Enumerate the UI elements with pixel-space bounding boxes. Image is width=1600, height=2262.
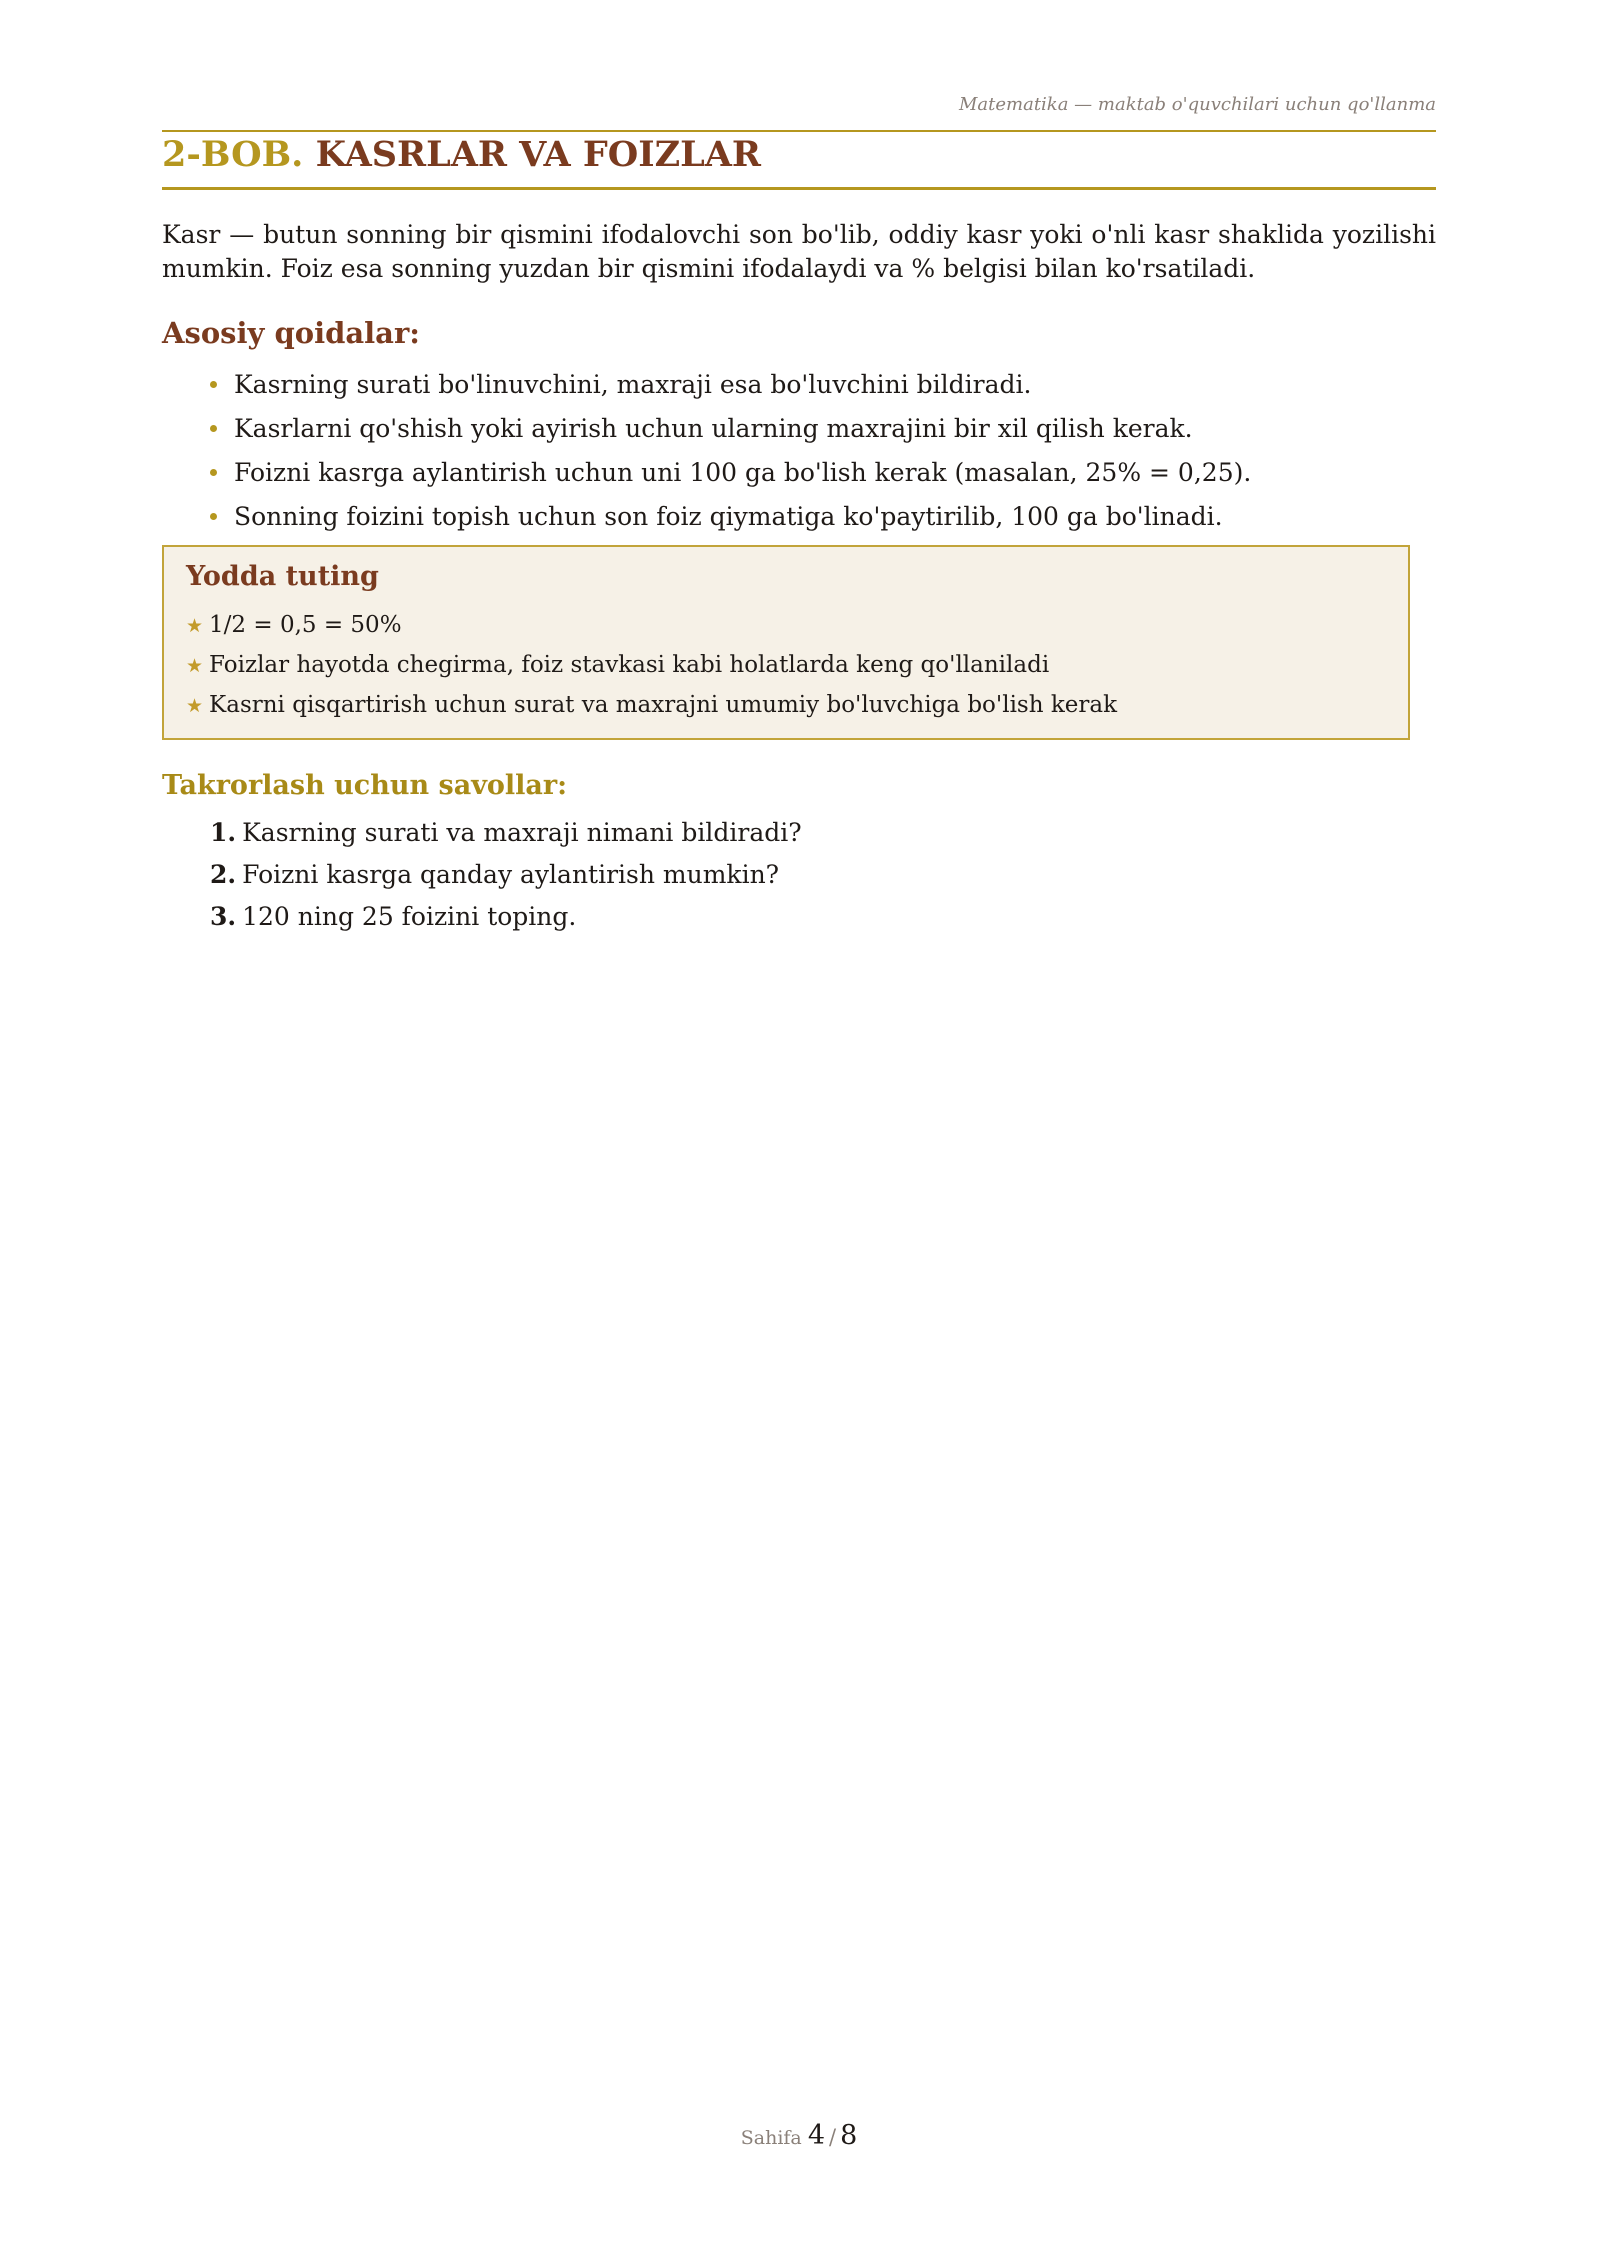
remember-item bbox=[186, 646, 1117, 686]
total-pages: 8 bbox=[840, 2120, 858, 2151]
question-text: Kasrning surati va maxraji nimani bildiradi? bbox=[242, 818, 802, 847]
document-page bbox=[162, 0, 1436, 2262]
page-footer bbox=[162, 2120, 1436, 2151]
remember-item bbox=[186, 606, 1117, 646]
rule-item bbox=[210, 363, 1251, 407]
remember-item bbox=[186, 686, 1117, 726]
remember-text: Foizlar hayotda chegirma, foiz stavkasi kabi holatlarda keng qo'llaniladi bbox=[209, 652, 1050, 678]
header-rule bbox=[162, 130, 1436, 132]
rules-heading: Asosiy qoidalar: bbox=[162, 316, 420, 350]
bullet-icon bbox=[210, 425, 217, 432]
review-questions bbox=[210, 812, 802, 938]
rule-text: Kasrlarni qo'shish yoki ayirish uchun ularning maxrajini bir xil qilish kerak. bbox=[234, 414, 1193, 443]
rule-item bbox=[210, 495, 1251, 539]
remember-box bbox=[162, 545, 1410, 740]
running-header: Matematika — maktab o'quvchilari uchun qo'llanma bbox=[958, 94, 1436, 115]
intro-paragraph: Kasr — butun sonning bir qismini ifodalovchi son bo'lib, oddiy kasr yoki o'nli kasr shaklida yozilishi mumkin. Foiz esa sonning yuzdan bir qismini ifodalaydi va % belgisi bilan ko'rsatiladi. bbox=[162, 220, 1436, 283]
rule-item bbox=[210, 451, 1251, 495]
current-page: 4 bbox=[807, 2120, 825, 2151]
bullet-icon bbox=[210, 469, 217, 476]
question-item bbox=[210, 854, 802, 896]
question-text: Foizni kasrga qanday aylantirish mumkin? bbox=[242, 860, 780, 889]
remember-text: 1/2 = 0,5 = 50% bbox=[209, 612, 402, 638]
bullet-icon bbox=[210, 513, 217, 520]
question-number: 1. bbox=[210, 818, 237, 847]
review-heading: Takrorlash uchun savollar: bbox=[162, 770, 568, 801]
question-item bbox=[210, 812, 802, 854]
chapter-number: 2-BOB. bbox=[162, 134, 304, 175]
question-item bbox=[210, 896, 802, 938]
question-number: 2. bbox=[210, 860, 237, 889]
rule-item bbox=[210, 407, 1251, 451]
star-icon: ★ bbox=[186, 655, 204, 677]
chapter-title bbox=[162, 134, 761, 175]
chapter-title-text: KASRLAR VA FOIZLAR bbox=[315, 134, 762, 175]
chapter-rule bbox=[162, 187, 1436, 190]
bullet-icon bbox=[210, 381, 217, 388]
star-icon: ★ bbox=[186, 695, 204, 717]
question-text: 120 ning 25 foizini toping. bbox=[242, 902, 577, 931]
rule-text: Sonning foizini topish uchun son foiz qiymatiga ko'paytirilib, 100 ga bo'linadi. bbox=[234, 502, 1223, 531]
rule-text: Foizni kasrga aylantirish uchun uni 100 ga bo'lish kerak (masalan, 25% = 0,25). bbox=[234, 458, 1252, 487]
rule-text: Kasrning surati bo'linuvchini, maxraji esa bo'luvchini bildiradi. bbox=[234, 370, 1032, 399]
remember-list bbox=[186, 606, 1117, 726]
question-number: 3. bbox=[210, 902, 237, 931]
page-label: Sahifa bbox=[740, 2127, 802, 2149]
page-separator: / bbox=[829, 2125, 837, 2149]
rules-list bbox=[210, 363, 1251, 539]
star-icon: ★ bbox=[186, 615, 204, 637]
remember-text: Kasrni qisqartirish uchun surat va maxrajni umumiy bo'luvchiga bo'lish kerak bbox=[209, 692, 1118, 718]
remember-title: Yodda tuting bbox=[186, 561, 379, 592]
